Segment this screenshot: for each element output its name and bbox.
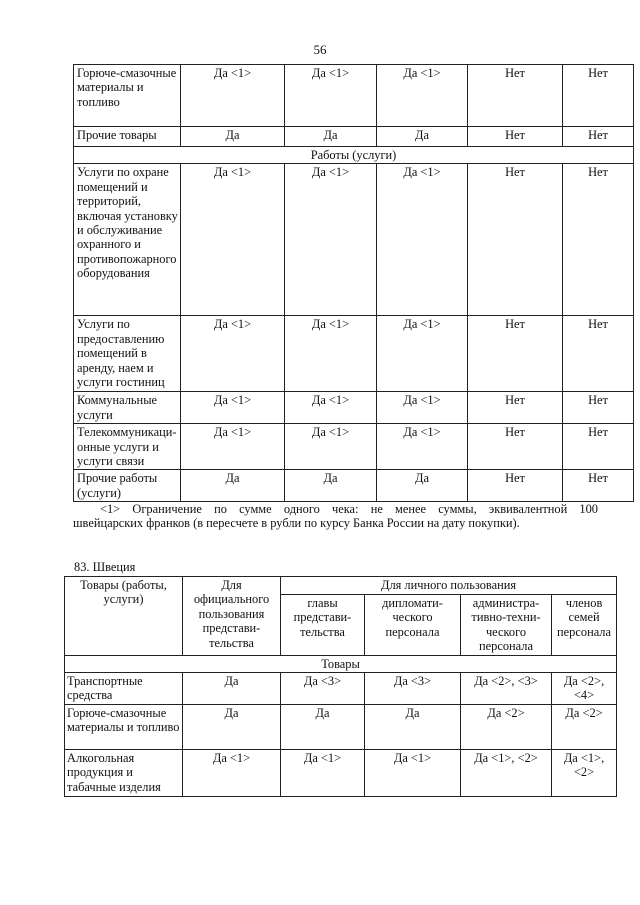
table-row bbox=[74, 316, 634, 392]
cell-diplomatic: Да <1> bbox=[365, 749, 461, 796]
cell-admin: Нет bbox=[468, 392, 563, 424]
cell-official: Да bbox=[181, 127, 285, 147]
page-number: 56 bbox=[313, 42, 327, 57]
row-name: Транспортные средства bbox=[65, 672, 183, 704]
cell-head: Да <1> bbox=[281, 749, 365, 796]
cell-head: Да <1> bbox=[285, 65, 377, 127]
cell-diplomatic: Да <1> bbox=[377, 392, 468, 424]
cell-head: Да <1> bbox=[285, 424, 377, 470]
cell-official: Да <1> bbox=[181, 164, 285, 316]
header-head: главы представи-тельства bbox=[281, 595, 365, 656]
table-row bbox=[74, 127, 634, 147]
cell-admin: Нет bbox=[468, 424, 563, 470]
cell-official: Да <1> bbox=[181, 65, 285, 127]
cell-diplomatic: Да <1> bbox=[377, 65, 468, 127]
section-row bbox=[65, 655, 617, 672]
table-row bbox=[74, 164, 634, 316]
header-personal: Для личного пользования bbox=[281, 577, 617, 595]
cell-diplomatic: Да <3> bbox=[365, 672, 461, 704]
header-official: Для официального пользования представи-тельства bbox=[183, 577, 281, 656]
cell-head: Да <1> bbox=[285, 392, 377, 424]
privileges-table-sweden bbox=[64, 576, 617, 797]
row-name: Телекоммуникаци-онные услуги и услуги связи bbox=[74, 424, 181, 470]
footnote-line: швейцарских франков (в пересчете в рубли по курсу Банка России на дату покупки). bbox=[73, 516, 520, 531]
privileges-table-previous-country bbox=[73, 64, 634, 502]
section-title: Товары bbox=[65, 655, 617, 672]
cell-official: Да bbox=[183, 704, 281, 749]
row-name: Прочие работы (услуги) bbox=[74, 470, 181, 502]
cell-family: Нет bbox=[563, 164, 634, 316]
cell-head: Да bbox=[285, 470, 377, 502]
section-row bbox=[74, 147, 634, 164]
cell-head: Да <3> bbox=[281, 672, 365, 704]
row-name: Алкогольная продукция и табачные изделия bbox=[65, 749, 183, 796]
cell-family: Нет bbox=[563, 470, 634, 502]
cell-head: Да bbox=[281, 704, 365, 749]
row-name: Услуги по предоставлению помещений в аренду, наем и услуги гостиниц bbox=[74, 316, 181, 392]
row-name: Горюче-смазочные материалы и топливо bbox=[65, 704, 183, 749]
row-name: Услуги по охране помещений и территорий, включая установку и обслуживание охранного и противопожарного оборудования bbox=[74, 164, 181, 316]
cell-family: Нет bbox=[563, 424, 634, 470]
table-row bbox=[65, 749, 617, 796]
header-row bbox=[65, 577, 617, 595]
cell-admin: Нет bbox=[468, 316, 563, 392]
cell-family: Нет bbox=[563, 316, 634, 392]
section-heading-sweden: 83. Швеция bbox=[74, 560, 136, 574]
cell-family: Нет bbox=[563, 127, 634, 147]
section-title: Работы (услуги) bbox=[74, 147, 634, 164]
cell-official: Да <1> bbox=[181, 316, 285, 392]
table-row bbox=[65, 672, 617, 704]
row-name: Горюче-смазочные материалы и топливо bbox=[74, 65, 181, 127]
table-row bbox=[74, 424, 634, 470]
cell-family: Да <1>,<2> bbox=[552, 749, 617, 796]
cell-diplomatic: Да <1> bbox=[377, 164, 468, 316]
cell-admin: Нет bbox=[468, 164, 563, 316]
cell-admin: Нет bbox=[468, 65, 563, 127]
cell-family: Нет bbox=[563, 392, 634, 424]
cell-diplomatic: Да bbox=[365, 704, 461, 749]
cell-diplomatic: Да <1> bbox=[377, 424, 468, 470]
table-row bbox=[74, 470, 634, 502]
cell-admin: Нет bbox=[468, 127, 563, 147]
cell-head: Да bbox=[285, 127, 377, 147]
footnote bbox=[73, 502, 598, 531]
cell-admin: Да <1>, <2> bbox=[461, 749, 552, 796]
cell-family: Да <2> bbox=[552, 704, 617, 749]
cell-diplomatic: Да bbox=[377, 470, 468, 502]
cell-admin: Да <2>, <3> bbox=[461, 672, 552, 704]
cell-admin: Да <2> bbox=[461, 704, 552, 749]
cell-official: Да <1> bbox=[183, 749, 281, 796]
table-row bbox=[74, 392, 634, 424]
header-admin: администра-тивно-техни-ческого персонала bbox=[461, 595, 552, 656]
cell-admin: Нет bbox=[468, 470, 563, 502]
cell-diplomatic: Да bbox=[377, 127, 468, 147]
cell-head: Да <1> bbox=[285, 164, 377, 316]
row-name: Прочие товары bbox=[74, 127, 181, 147]
cell-diplomatic: Да <1> bbox=[377, 316, 468, 392]
cell-official: Да <1> bbox=[181, 424, 285, 470]
cell-family: Да <2>,<4> bbox=[552, 672, 617, 704]
footnote-line: <1> Ограничение по сумме одного чека: не менее суммы, эквивалентной 100 bbox=[100, 502, 598, 516]
row-name: Коммунальные услуги bbox=[74, 392, 181, 424]
cell-head: Да <1> bbox=[285, 316, 377, 392]
cell-official: Да bbox=[181, 470, 285, 502]
table-row bbox=[74, 65, 634, 127]
header-family: членов семей персонала bbox=[552, 595, 617, 656]
cell-official: Да <1> bbox=[181, 392, 285, 424]
cell-official: Да bbox=[183, 672, 281, 704]
cell-family: Нет bbox=[563, 65, 634, 127]
table-row bbox=[65, 704, 617, 749]
header-diplomatic: дипломати-ческого персонала bbox=[365, 595, 461, 656]
header-goods: Товары (работы, услуги) bbox=[65, 577, 183, 656]
